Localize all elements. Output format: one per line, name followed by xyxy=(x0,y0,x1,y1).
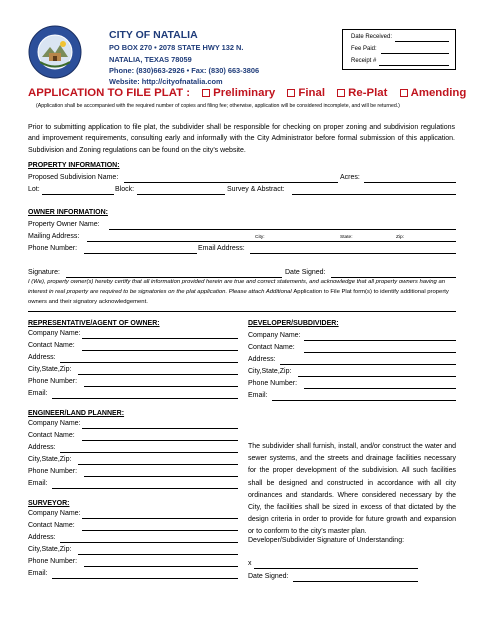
dev-citystatezip-label: City,State,Zip: xyxy=(248,368,292,375)
zip-sublabel: Zip: xyxy=(396,235,404,240)
option-preliminary[interactable]: Preliminary xyxy=(202,87,275,99)
sur-citystatezip-label: City,State,Zip: xyxy=(28,546,72,553)
mailing-label: Mailing Address: xyxy=(28,233,80,240)
eng-address-line[interactable] xyxy=(60,452,238,453)
sur-contact-label: Contact Name: xyxy=(28,522,75,529)
dev-signature-x: x xyxy=(248,560,252,567)
sur-company-line[interactable] xyxy=(82,518,238,519)
block-line[interactable] xyxy=(137,194,225,195)
dev-email-label: Email: xyxy=(248,392,268,399)
sur-phone-line[interactable] xyxy=(84,566,238,567)
receipt-label: Receipt # xyxy=(351,58,377,64)
rep-phone-line[interactable] xyxy=(84,386,238,387)
acres-line[interactable] xyxy=(364,182,456,183)
developer-paragraph: The subdivider shall furnish, install, and/or construct the water and sewer systems, and the streets and drainage facilities necessary for the proper development of the subdivision. All such facilities shall be designed and constructed in accordance with all city ordinances and standards. Where considered necessary by the City, the facilities shall be sized in excess of that dictated by the design criteria in order to provide for future growth and expansion or to conform to the city’s master plan. xyxy=(248,443,456,536)
subdivision-line[interactable] xyxy=(124,182,338,183)
survey-label: Survey & Abstract: xyxy=(227,186,285,193)
eng-address-label: Address: xyxy=(28,444,56,451)
rep-address-label: Address: xyxy=(28,354,56,361)
rep-address-line[interactable] xyxy=(60,362,238,363)
office-use-box xyxy=(342,29,456,70)
eng-phone-label: Phone Number: xyxy=(28,468,78,475)
survey-line[interactable] xyxy=(292,194,456,195)
rep-company-label: Company Name: xyxy=(28,330,81,337)
title-text: APPLICATION TO FILE PLAT : xyxy=(28,87,190,99)
city-address: PO BOX 270 • 2078 STATE HWY 132 N. xyxy=(109,43,244,52)
eng-citystatezip-label: City,State,Zip: xyxy=(28,456,72,463)
engineer-heading: ENGINEER/LAND PLANNER: xyxy=(28,410,125,417)
city-name: CITY OF NATALIA xyxy=(109,29,198,41)
dev-company-line[interactable] xyxy=(304,340,456,341)
subdivision-label: Proposed Subdivision Name: xyxy=(28,174,119,181)
owner-name-label: Property Owner Name: xyxy=(28,221,100,228)
checkbox-icon[interactable] xyxy=(287,89,295,97)
eng-company-label: Company Name: xyxy=(28,420,81,427)
rep-company-line[interactable] xyxy=(82,338,238,339)
rep-contact-label: Contact Name: xyxy=(28,342,75,349)
eng-contact-label: Contact Name: xyxy=(28,432,75,439)
property-heading: PROPERTY INFORMATION: xyxy=(28,162,120,169)
block-label: Block: xyxy=(115,186,135,193)
dev-company-label: Company Name: xyxy=(248,332,301,339)
rep-email-label: Email: xyxy=(28,390,48,397)
lot-line[interactable] xyxy=(42,194,114,195)
city-sublabel: City: xyxy=(255,235,265,240)
dev-signature-title: Developer/Subdivider Signature of Understanding: xyxy=(248,537,405,544)
checkbox-icon[interactable] xyxy=(400,89,408,97)
sur-address-line[interactable] xyxy=(60,542,238,543)
sur-citystatezip-line[interactable] xyxy=(78,554,238,555)
state-sublabel: State: xyxy=(340,235,353,240)
dev-contact-line[interactable] xyxy=(304,352,456,353)
owner-email-line[interactable] xyxy=(250,253,456,254)
dev-date-label: Date Signed: xyxy=(248,573,289,580)
sur-contact-line[interactable] xyxy=(82,530,238,531)
date-received-label: Date Received: xyxy=(351,34,393,40)
city-phone: Phone: (830)663-2926 • Fax: (830) 663-3806 xyxy=(109,66,260,75)
receipt-line[interactable] xyxy=(379,65,449,66)
eng-citystatezip-line[interactable] xyxy=(78,464,238,465)
dev-email-line[interactable] xyxy=(272,400,456,401)
application-note: (Application shall be accompanied with the required number of copies and filing fee; otherwise, application will be considered incomplete, and will be returned.) xyxy=(36,103,400,109)
dev-address-line[interactable] xyxy=(280,364,456,365)
rep-citystatezip-line[interactable] xyxy=(78,374,238,375)
rep-phone-label: Phone Number: xyxy=(28,378,78,385)
sur-email-label: Email: xyxy=(28,570,48,577)
city-state-zip: NATALIA, TEXAS 78059 xyxy=(109,55,192,64)
dev-phone-line[interactable] xyxy=(304,388,456,389)
eng-phone-line[interactable] xyxy=(84,476,238,477)
eng-company-line[interactable] xyxy=(82,428,238,429)
city-seal-logo xyxy=(28,25,82,79)
rep-citystatezip-label: City,State,Zip: xyxy=(28,366,72,373)
eng-email-line[interactable] xyxy=(52,488,238,489)
checkbox-icon[interactable] xyxy=(337,89,345,97)
option-amending[interactable]: Amending xyxy=(400,87,467,99)
dev-phone-label: Phone Number: xyxy=(248,380,298,387)
acres-label: Acres: xyxy=(340,174,360,181)
signature-label: Signature: xyxy=(28,269,60,276)
sur-address-label: Address: xyxy=(28,534,56,541)
owner-certification: I (We), property owner(s) hereby certify that all information provided herein are true and correct statements, and acknowledge that all property owners having an interest in real property are required to be signatories on the plat application. Please attach Additional Application to File Plat form(s) to identify additional property owners and their signatory acknowledgement. xyxy=(28,279,449,306)
option-replat[interactable]: Re-Plat xyxy=(337,87,387,99)
rep-email-line[interactable] xyxy=(52,398,238,399)
owner-name-line[interactable] xyxy=(109,229,456,230)
fee-paid-label: Fee Paid: xyxy=(351,46,377,52)
dev-date-line[interactable] xyxy=(293,581,418,582)
owner-date-label: Date Signed: xyxy=(285,269,326,276)
representative-heading: REPRESENTATIVE/AGENT OF OWNER: xyxy=(28,320,160,327)
owner-phone-line[interactable] xyxy=(84,253,197,254)
option-final[interactable]: Final xyxy=(287,87,325,99)
section-divider xyxy=(28,311,456,312)
fee-paid-line[interactable] xyxy=(381,53,449,54)
sur-company-label: Company Name: xyxy=(28,510,81,517)
eng-contact-line[interactable] xyxy=(82,440,238,441)
form-title xyxy=(28,87,466,99)
rep-contact-line[interactable] xyxy=(82,350,238,351)
dev-contact-label: Contact Name: xyxy=(248,344,295,351)
sur-email-line[interactable] xyxy=(52,578,238,579)
lot-label: Lot: xyxy=(28,186,40,193)
dev-citystatezip-line[interactable] xyxy=(298,376,456,377)
owner-email-label: Email Address: xyxy=(198,245,245,252)
surveyor-heading: SURVEYOR: xyxy=(28,500,70,507)
dev-signature-line[interactable] xyxy=(254,568,418,569)
developer-heading: DEVELOPER/SUBDIVIDER: xyxy=(248,320,339,327)
sur-phone-label: Phone Number: xyxy=(28,558,78,565)
owner-phone-label: Phone Number: xyxy=(28,245,78,252)
checkbox-icon[interactable] xyxy=(202,89,210,97)
owner-heading: OWNER INFORMATION: xyxy=(28,209,108,216)
dev-address-label: Address: xyxy=(248,356,276,363)
city-website[interactable]: Website: http://cityofnatalia.com xyxy=(109,77,223,86)
mailing-line[interactable] xyxy=(87,241,456,242)
eng-email-label: Email: xyxy=(28,480,48,487)
intro-paragraph: Prior to submitting application to file plat, the subdivider shall be responsible for checking on proper zoning and subdivision regulations and improvement requirements, consulting early and informally with the City Administrator before formal submission of this application. Subdivision and Zoning regulations can be found on the city’s website. xyxy=(28,124,455,154)
date-received-line[interactable] xyxy=(395,41,449,42)
